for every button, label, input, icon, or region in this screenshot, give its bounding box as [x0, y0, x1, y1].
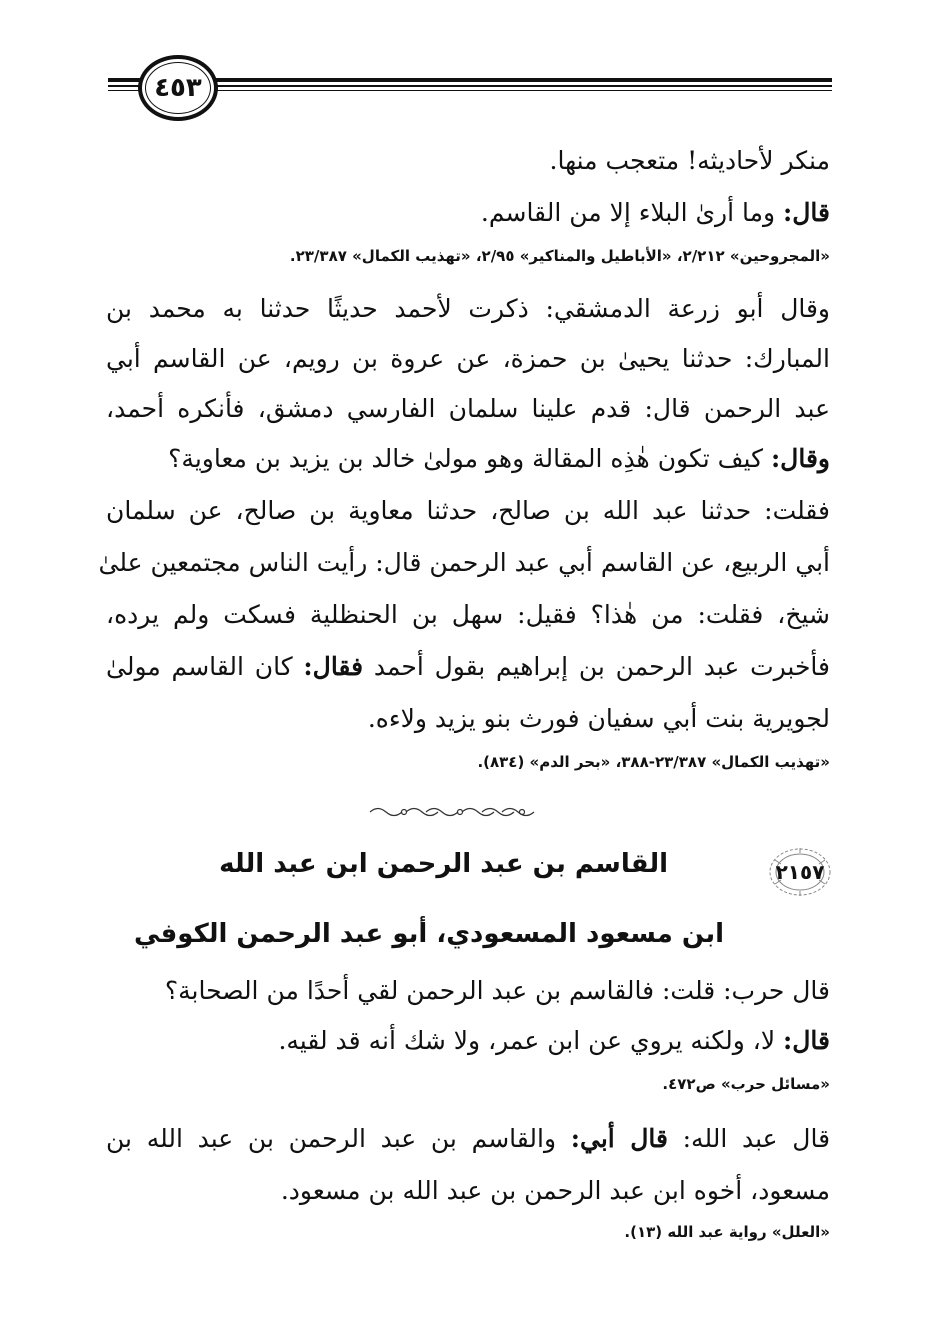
- reference-note: «تهذيب الكمال» ٢٣/٣٨٧-٣٨٨، «بحر الدم» (٨٣٤).: [477, 753, 830, 771]
- speaker-label: وقال:: [770, 444, 830, 473]
- entry-number: ٢١٥٧: [775, 860, 825, 884]
- speaker-label: قال:: [783, 1026, 830, 1055]
- speaker-label: فقال:: [303, 652, 364, 681]
- text-line: وقال أبو زرعة الدمشقي: ذكرت لأحمد حديثًا حدثنا به محمد بن: [106, 294, 830, 323]
- text-line: [278, 1026, 830, 1056]
- text-line: فقلت: حدثنا عبد الله بن صالح، حدثنا معاوية بن صالح، عن سلمان: [106, 496, 830, 525]
- text-line: [106, 652, 830, 682]
- entry-title-line1: القاسم بن عبد الرحمن ابن عبد الله: [219, 849, 668, 879]
- text-span: قال عبد الله:: [667, 1124, 831, 1153]
- text-span: وما أرىٰ البلاء إلا من القاسم.: [480, 198, 784, 227]
- text-line: لجويرية بنت أبي سفيان فورث بنو يزيد ولاءه.: [367, 704, 830, 733]
- text-line: مسعود، أخوه ابن عبد الرحمن بن عبد الله بن مسعود.: [280, 1176, 830, 1205]
- text-line: [106, 1124, 830, 1154]
- text-line: [168, 444, 830, 474]
- page-number: ٤٥٣: [154, 73, 202, 103]
- text-line: شيخ، فقلت: من هٰذا؟ فقيل: سهل بن الحنظلية فسكت ولم يرده،: [106, 600, 830, 629]
- entry-title-line2: ابن مسعود المسعودي، أبو عبد الرحمن الكوفي: [133, 919, 724, 949]
- text-line: [481, 198, 830, 228]
- text-line: المبارك: حدثنا يحيىٰ بن حمزة، عن عروة بن رويم، عن القاسم أبي: [106, 344, 830, 373]
- text-span: فأخبرت عبد الرحمن بن إبراهيم بقول أحمد: [363, 652, 830, 681]
- text-span: كيف تكون هٰذِه المقالة وهو مولىٰ خالد بن يزيد بن معاوية؟: [168, 444, 771, 473]
- reference-note: «العلل» رواية عبد الله (١٣).: [624, 1223, 830, 1241]
- reference-note: «مسائل حرب» ص٤٧٢.: [662, 1075, 830, 1093]
- speaker-label: قال:: [783, 198, 830, 227]
- text-span: والقاسم بن عبد الرحمن بن عبد الله بن: [106, 1124, 571, 1153]
- text-span: كان القاسم مولىٰ: [106, 652, 304, 681]
- page-number-badge: [138, 55, 218, 121]
- reference-note: «المجروحين» ٢/٢١٢، «الأباطيل والمناكير» ٢/٩٥، «تهذيب الكمال» ٢٣/٣٨٧.: [289, 247, 830, 265]
- text-span: لا، ولكنه يروي عن ابن عمر، ولا شك أنه قد لقيه.: [278, 1026, 784, 1055]
- text-line: أبي الربيع، عن القاسم أبي عبد الرحمن قال: رأيت الناس مجتمعين علىٰ: [98, 548, 830, 577]
- text-line: قال حرب: قلت: فالقاسم بن عبد الرحمن لقي أحدًا من الصحابة؟: [164, 976, 830, 1005]
- text-line: منكر لأحاديثه! متعجب منها.: [549, 146, 830, 175]
- speaker-label: قال أبي:: [570, 1124, 668, 1153]
- text-line: عبد الرحمن قال: قدم علينا سلمان الفارسي دمشق، فأنكره أحمد،: [106, 394, 830, 423]
- ornament-divider-icon: [366, 804, 538, 820]
